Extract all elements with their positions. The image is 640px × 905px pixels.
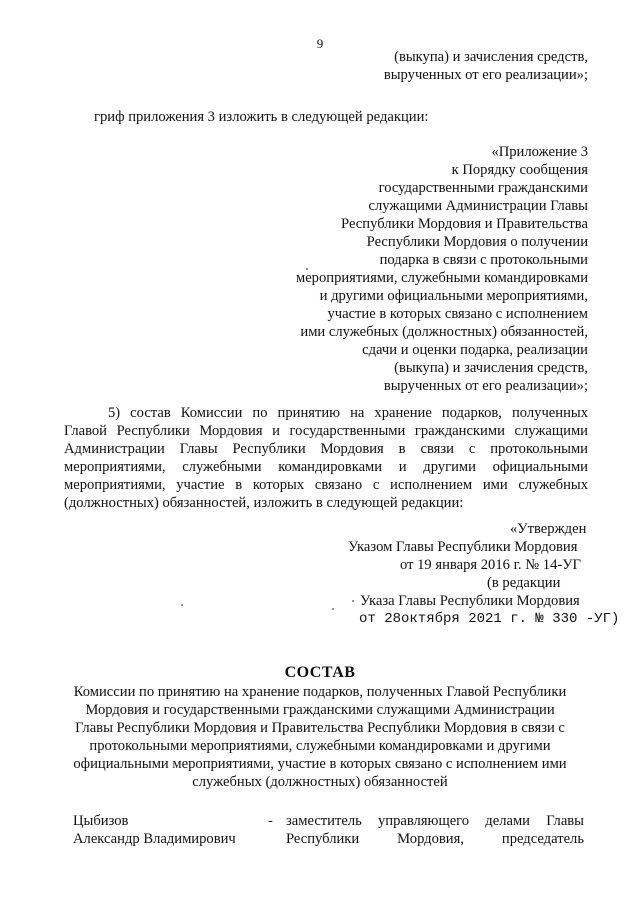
text-line: протокольными мероприятиями, служебными командировками и другими bbox=[89, 738, 551, 754]
text-line: Мордовия и государственными гражданскими служащими Администрации bbox=[85, 702, 555, 718]
approved-date-line: от 19 января 2016 г. № 14-УГ bbox=[400, 557, 581, 573]
text-line: 5) состав Комиссии по принятию на хранение подарков, полученных bbox=[108, 405, 588, 421]
text-line: подарка в связи с протокольными bbox=[379, 252, 588, 268]
text-line: (выкупа) и зачисления средств, bbox=[394, 49, 588, 65]
member-dash: - bbox=[268, 813, 273, 829]
item5-paragraph bbox=[64, 404, 588, 512]
text-line: Администрации Главы Республики Мордовия в связи с протокольными bbox=[64, 441, 588, 457]
member-given-names: Александр Владимирович bbox=[73, 831, 236, 847]
revision-note: (в редакции bbox=[487, 575, 561, 591]
top-continuation bbox=[384, 48, 588, 84]
scan-speck bbox=[352, 600, 354, 602]
text-line: Комиссии по принятию на хранение подарков, полученных Главой Республики bbox=[73, 684, 567, 700]
scan-speck bbox=[306, 268, 308, 270]
revision-decree-line: Указа Главы Республики Мордовия bbox=[360, 593, 580, 609]
text-line: участие в которых связано с исполнением bbox=[327, 306, 588, 322]
document-subtitle bbox=[40, 683, 600, 791]
text-line: к Порядку сообщения bbox=[451, 162, 588, 178]
approved-by-line: Указом Главы Республики Мордовия bbox=[348, 539, 578, 555]
text-line: официальными мероприятиями, участие в которых связано с исполнением ими bbox=[73, 756, 567, 772]
text-line: вырученных от его реализации»; bbox=[383, 378, 588, 394]
text-line: мероприятиями, участие в которых связано с исполнением ими служебных bbox=[64, 477, 588, 493]
text-line: мероприятиями, служебными командировками bbox=[295, 270, 588, 286]
text-line: (должностных) обязанностей, изложить в следующей редакции: bbox=[64, 495, 464, 511]
text-line: Республики Мордовия и Правительства bbox=[341, 216, 588, 232]
member-name bbox=[73, 812, 236, 848]
revision-date-line: от 28октября 2021 г. № 330 -УГ) bbox=[359, 611, 620, 627]
scan-speck bbox=[181, 604, 183, 606]
text-line: мероприятиями, служебными командировками и другими официальными bbox=[64, 459, 588, 475]
text-line: Главой Республики Мордовия и государственными гражданскими служащими bbox=[64, 423, 588, 439]
text-line: Главы Республики Мордовия и Правительства Республики Мордовия в связи с bbox=[75, 720, 565, 736]
text-line: (выкупа) и зачисления средств, bbox=[394, 360, 588, 376]
approved-heading: «Утвержден bbox=[510, 521, 587, 537]
text-line: Республики Мордовия, председатель bbox=[286, 831, 584, 847]
appendix-heading bbox=[296, 143, 588, 395]
text-line: государственными гражданскими bbox=[378, 180, 588, 196]
text-line: «Приложение 3 bbox=[491, 144, 588, 160]
grif-paragraph: гриф приложения 3 изложить в следующей редакции: bbox=[94, 109, 429, 125]
page-number: 9 bbox=[316, 36, 324, 51]
text-line: служебных (должностных) обязанностей bbox=[192, 774, 448, 790]
text-line: и другими официальными мероприятиями, bbox=[319, 288, 588, 304]
document-title: СОСТАВ bbox=[284, 664, 356, 681]
text-line: ими служебных (должностных) обязанностей, bbox=[300, 324, 588, 340]
member-role bbox=[286, 812, 584, 848]
approval-stamp-block bbox=[343, 520, 620, 628]
member-surname: Цыбизов bbox=[73, 813, 129, 829]
scan-speck bbox=[332, 608, 334, 610]
text-line: сдачи и оценки подарка, реализации bbox=[362, 342, 588, 358]
text-line: Республики Мордовия о получении bbox=[366, 234, 588, 250]
text-line: служащими Администрации Главы bbox=[368, 198, 588, 214]
text-line: заместитель управляющего делами Главы bbox=[286, 813, 584, 829]
text-line: вырученных от его реализации»; bbox=[383, 67, 588, 83]
